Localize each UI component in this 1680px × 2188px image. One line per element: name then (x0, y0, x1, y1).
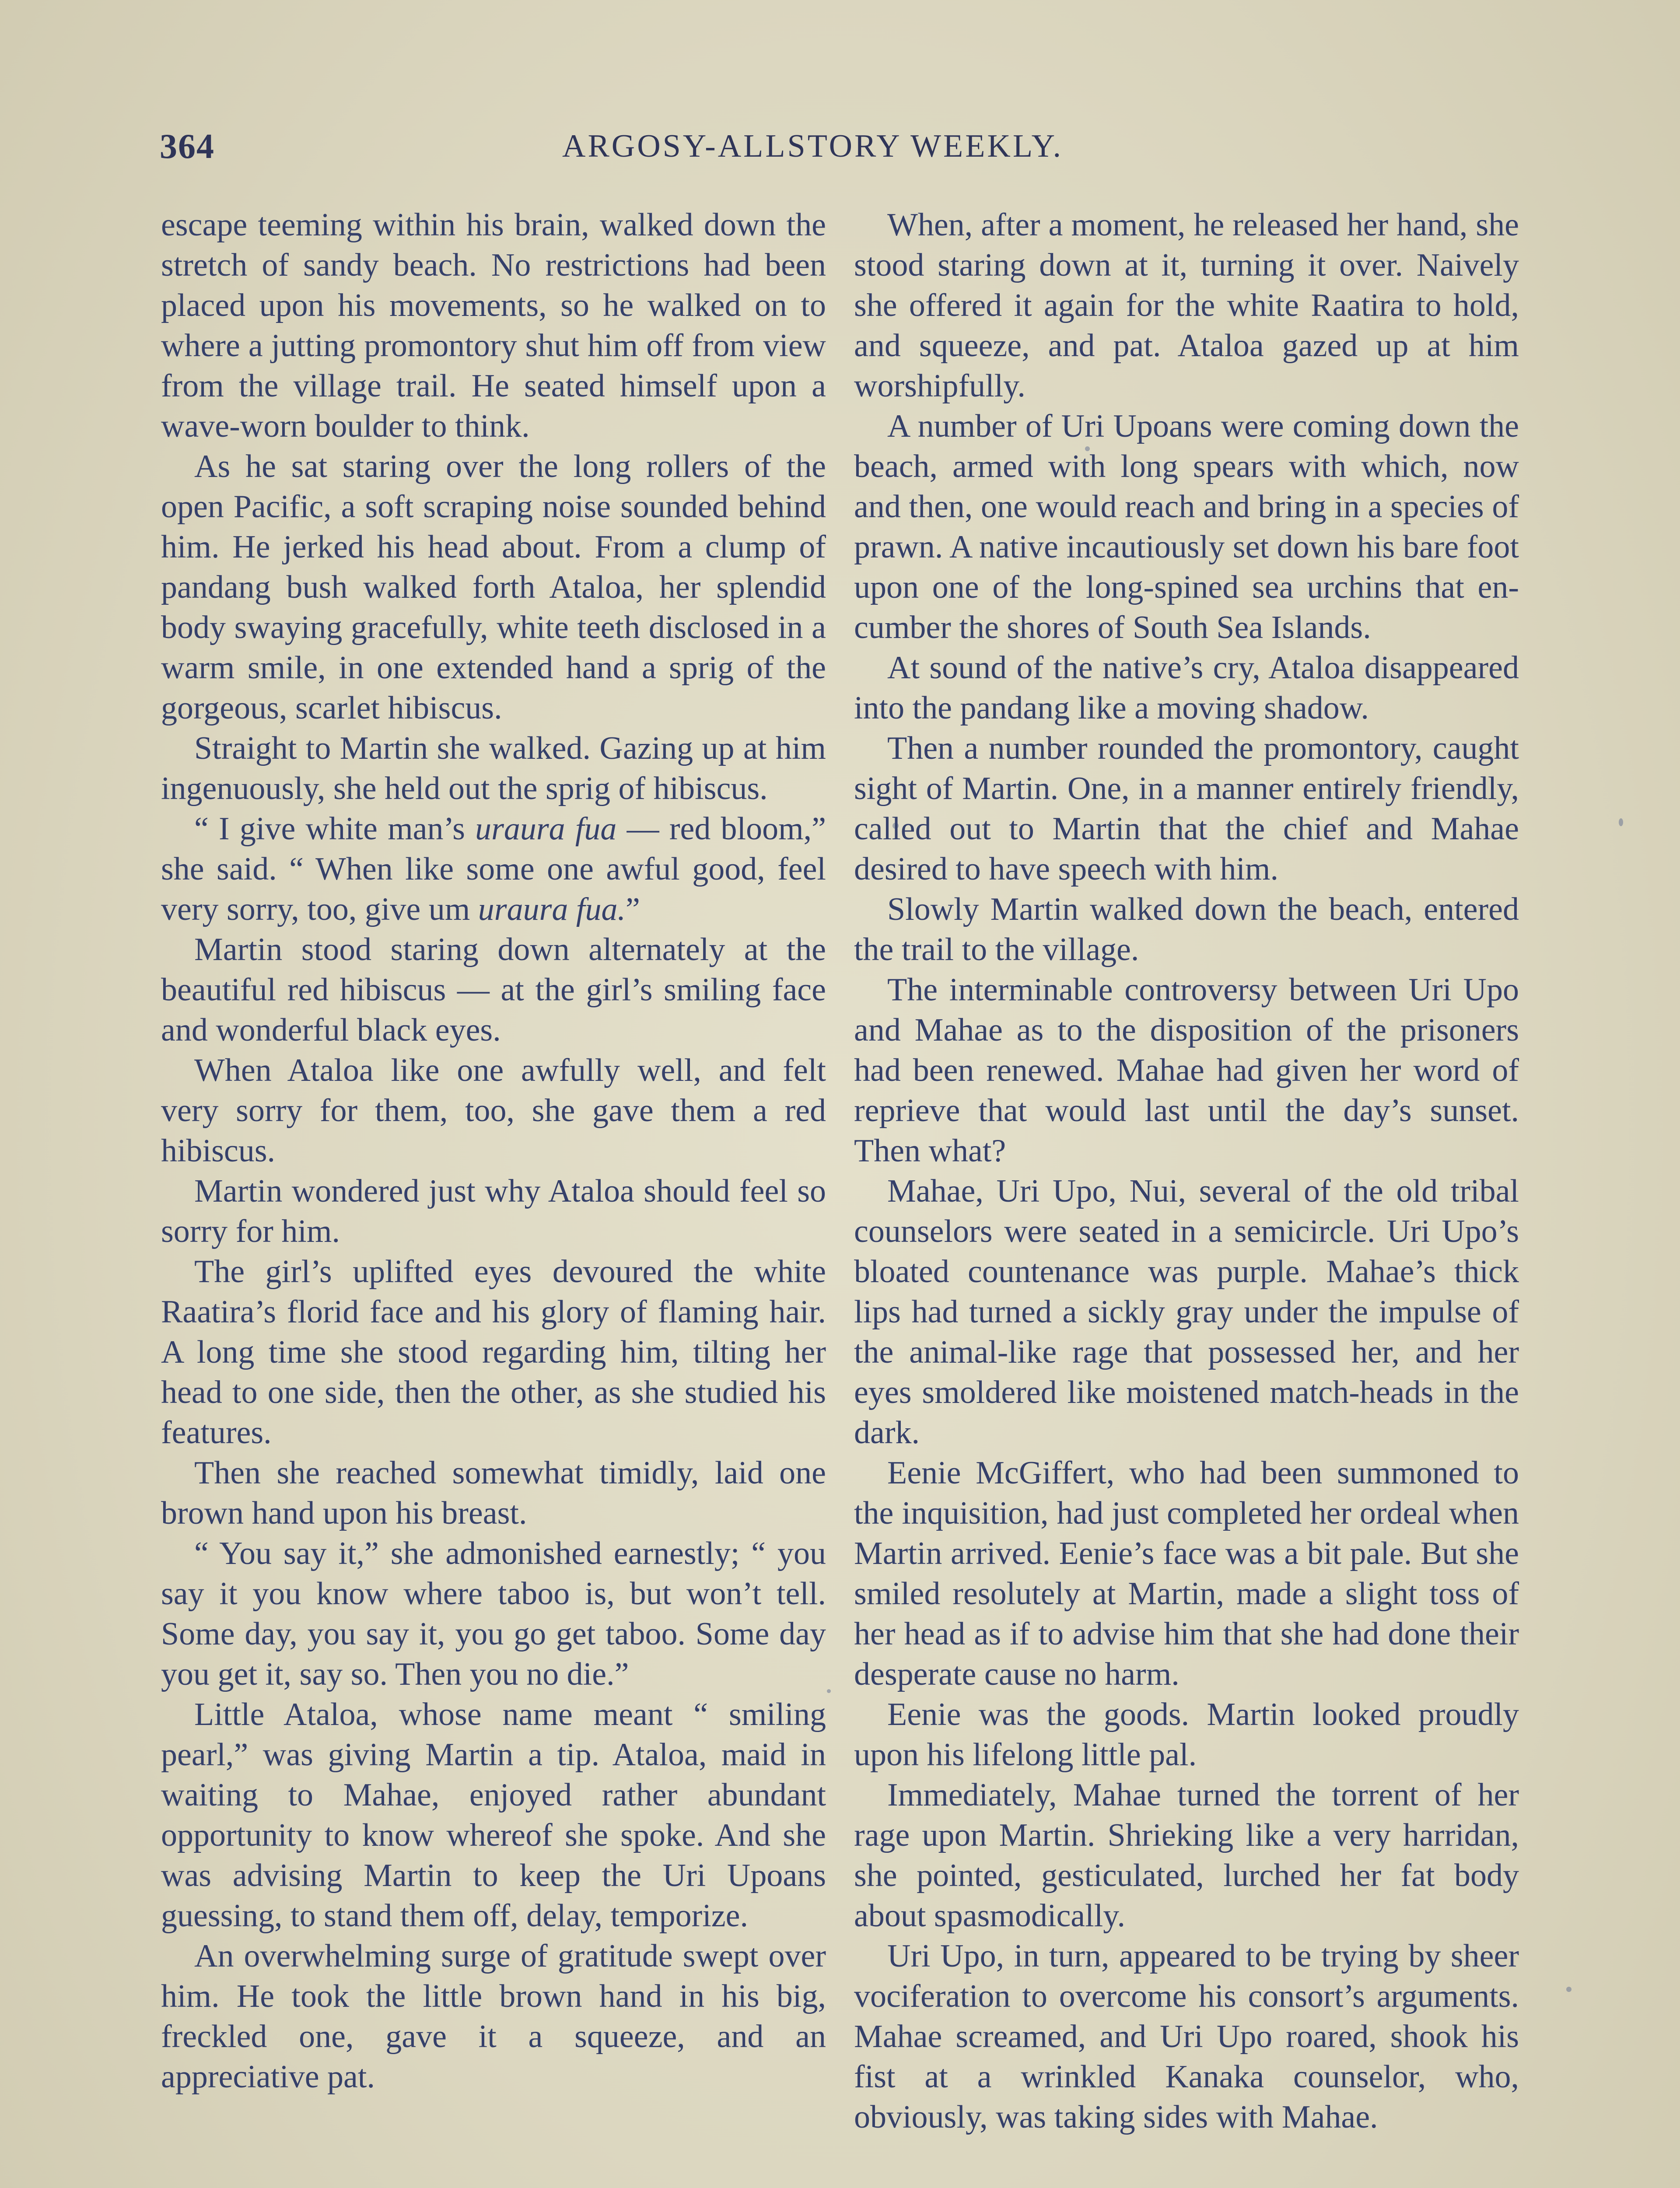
paragraph (161, 809, 826, 929)
paragraph-text: “ I give white man’s (194, 811, 476, 847)
paragraph: Uri Upo, in turn, appeared to be trying by sheer vociferation to overcome his consort’s arguments. Mahae screamed, and Uri Upo roared, shook his fist at a wrinkled Kanaka counselor, who, obviously, was taking sides with Mahae. (854, 1938, 1519, 2135)
paragraph-text: — red bloom,” she said. “ When like some one awful good, feel very sorry, too, give um (161, 811, 826, 927)
paragraph: As he sat staring over the long rollers of the open Pacific, a soft scraping noise sounded behind him. He jerked his head about. From a clump of pandang bush walked forth Ataloa, her splendid body swaying gracefully, white teeth disclosed in a warm smile, in one extended hand a sprig of the gorgeous, scarlet hibiscus. (161, 449, 826, 726)
paragraph: When Ataloa like one awfully well, and felt very sorry for them, too, she gave them a red hibiscus. (161, 1052, 826, 1169)
paragraph: escape teeming within his brain, walked down the stretch of sandy beach. No restrictions had been placed upon his movements, so he walked on to where a jutting promontory shut him off from view from the village trail. He seated himself upon a wave-worn boulder to think. (161, 207, 826, 444)
paragraph: The girl’s uplifted eyes devoured the white Raatira’s florid face and his glory of flaming hair. A long time she stood regarding him, tilting her head to one side, then the other, as she studied his features. (161, 1254, 826, 1451)
paragraph: Straight to Martin she walked. Gazing up at him ingenuously, she held out the sprig of hibiscus. (161, 730, 826, 806)
paragraph: At sound of the native’s cry, Ataloa disappeared into the pandang like a moving shadow. (854, 650, 1519, 726)
ink-speck (1619, 818, 1623, 826)
paragraph: Slowly Martin walked down the beach, entered the trail to the village. (854, 891, 1519, 968)
paragraph: An overwhelming surge of gratitude swept over him. He took the little brown hand in his big, freckled one, gave it a squeeze, and an appreciative pat. (161, 1938, 826, 2095)
ink-speck (1566, 1987, 1572, 1992)
paragraph-text: ” (625, 891, 640, 927)
paragraph: Then a number rounded the promontory, caught sight of Martin. One, in a manner entirely friendly, called out to Martin that the chief and Mahae desired to have speech with him. (854, 730, 1519, 887)
paragraph: Eenie McGiffert, who had been summoned to the inquisition, had just completed her ordeal when Martin arrived. Eenie’s face was a bit pale. But she smiled resolutely at Martin, made a slight toss of her head as if to advise him that she had done their desperate cause no harm. (854, 1455, 1519, 1692)
italic-phrase: uraura fua (475, 811, 617, 847)
paragraph: A number of Uri Upoans were coming down the beach, armed with long spears with which, now and then, one would reach and bring in a species of prawn. A native incautiously set down his bare foot upon one of the long-spined sea urchins that encumber the shores of South Sea Islands. (854, 408, 1519, 645)
paragraph: Then she reached somewhat timidly, laid one brown hand upon his breast. (161, 1455, 826, 1531)
paragraph: Little Ataloa, whose name meant “ smiling pearl,” was giving Martin a tip. Ataloa, maid in waiting to Mahae, enjoyed rather abundant opportunity to know whereof she spoke. And she was advising Martin to keep the Uri Upoans guessing, to stand them off, delay, temporize. (161, 1697, 826, 1934)
ink-speck (827, 1689, 831, 1693)
paragraph: Eenie was the goods. Martin looked proudly upon his lifelong little pal. (854, 1697, 1519, 1773)
italic-phrase: uraura fua. (478, 891, 626, 927)
paragraph: Martin wondered just why Ataloa should feel so sorry for him. (161, 1173, 826, 1249)
left-column (161, 205, 826, 2097)
paragraph: Martin stood staring down alternately at the beautiful red hibiscus — at the girl’s smiling face and wonderful black eyes. (161, 932, 826, 1048)
paragraph: Mahae, Uri Upo, Nui, several of the old tribal counselors were seated in a semicircle. Uri Upo’s bloated countenance was purple. Mahae’s thick lips had turned a sickly gray under the impulse of the animal-like rage that possessed her, and her eyes smoldered like moistened match-heads in the dark. (854, 1173, 1519, 1451)
paragraph: When, after a moment, he released her hand, she stood staring down at it, turning it over. Naively she offered it again for the white Raatira to hold, and squeeze, and pat. Ataloa gazed up at him worshipfully. (854, 207, 1519, 404)
right-column (854, 205, 1519, 2137)
page-number: 364 (160, 127, 215, 166)
page-header (160, 127, 1520, 175)
running-title: ARGOSY-ALLSTORY WEEKLY. (562, 128, 1064, 164)
paragraph: The interminable controversy between Uri Upo and Mahae as to the disposition of the prisoners had been renewed. Mahae had given her word of reprieve that would last until the day’s sunset. Then what? (854, 972, 1519, 1169)
paragraph: “ You say it,” she admonished earnestly; “ you say it you know where taboo is, but won’t tell. Some day, you say it, you go get taboo. Some day you get it, say so. Then you no die.” (161, 1536, 826, 1692)
paragraph: Immediately, Mahae turned the torrent of her rage upon Martin. Shrieking like a very harridan, she pointed, gesticulated, lurched her fat body about spasmodically. (854, 1777, 1519, 1934)
